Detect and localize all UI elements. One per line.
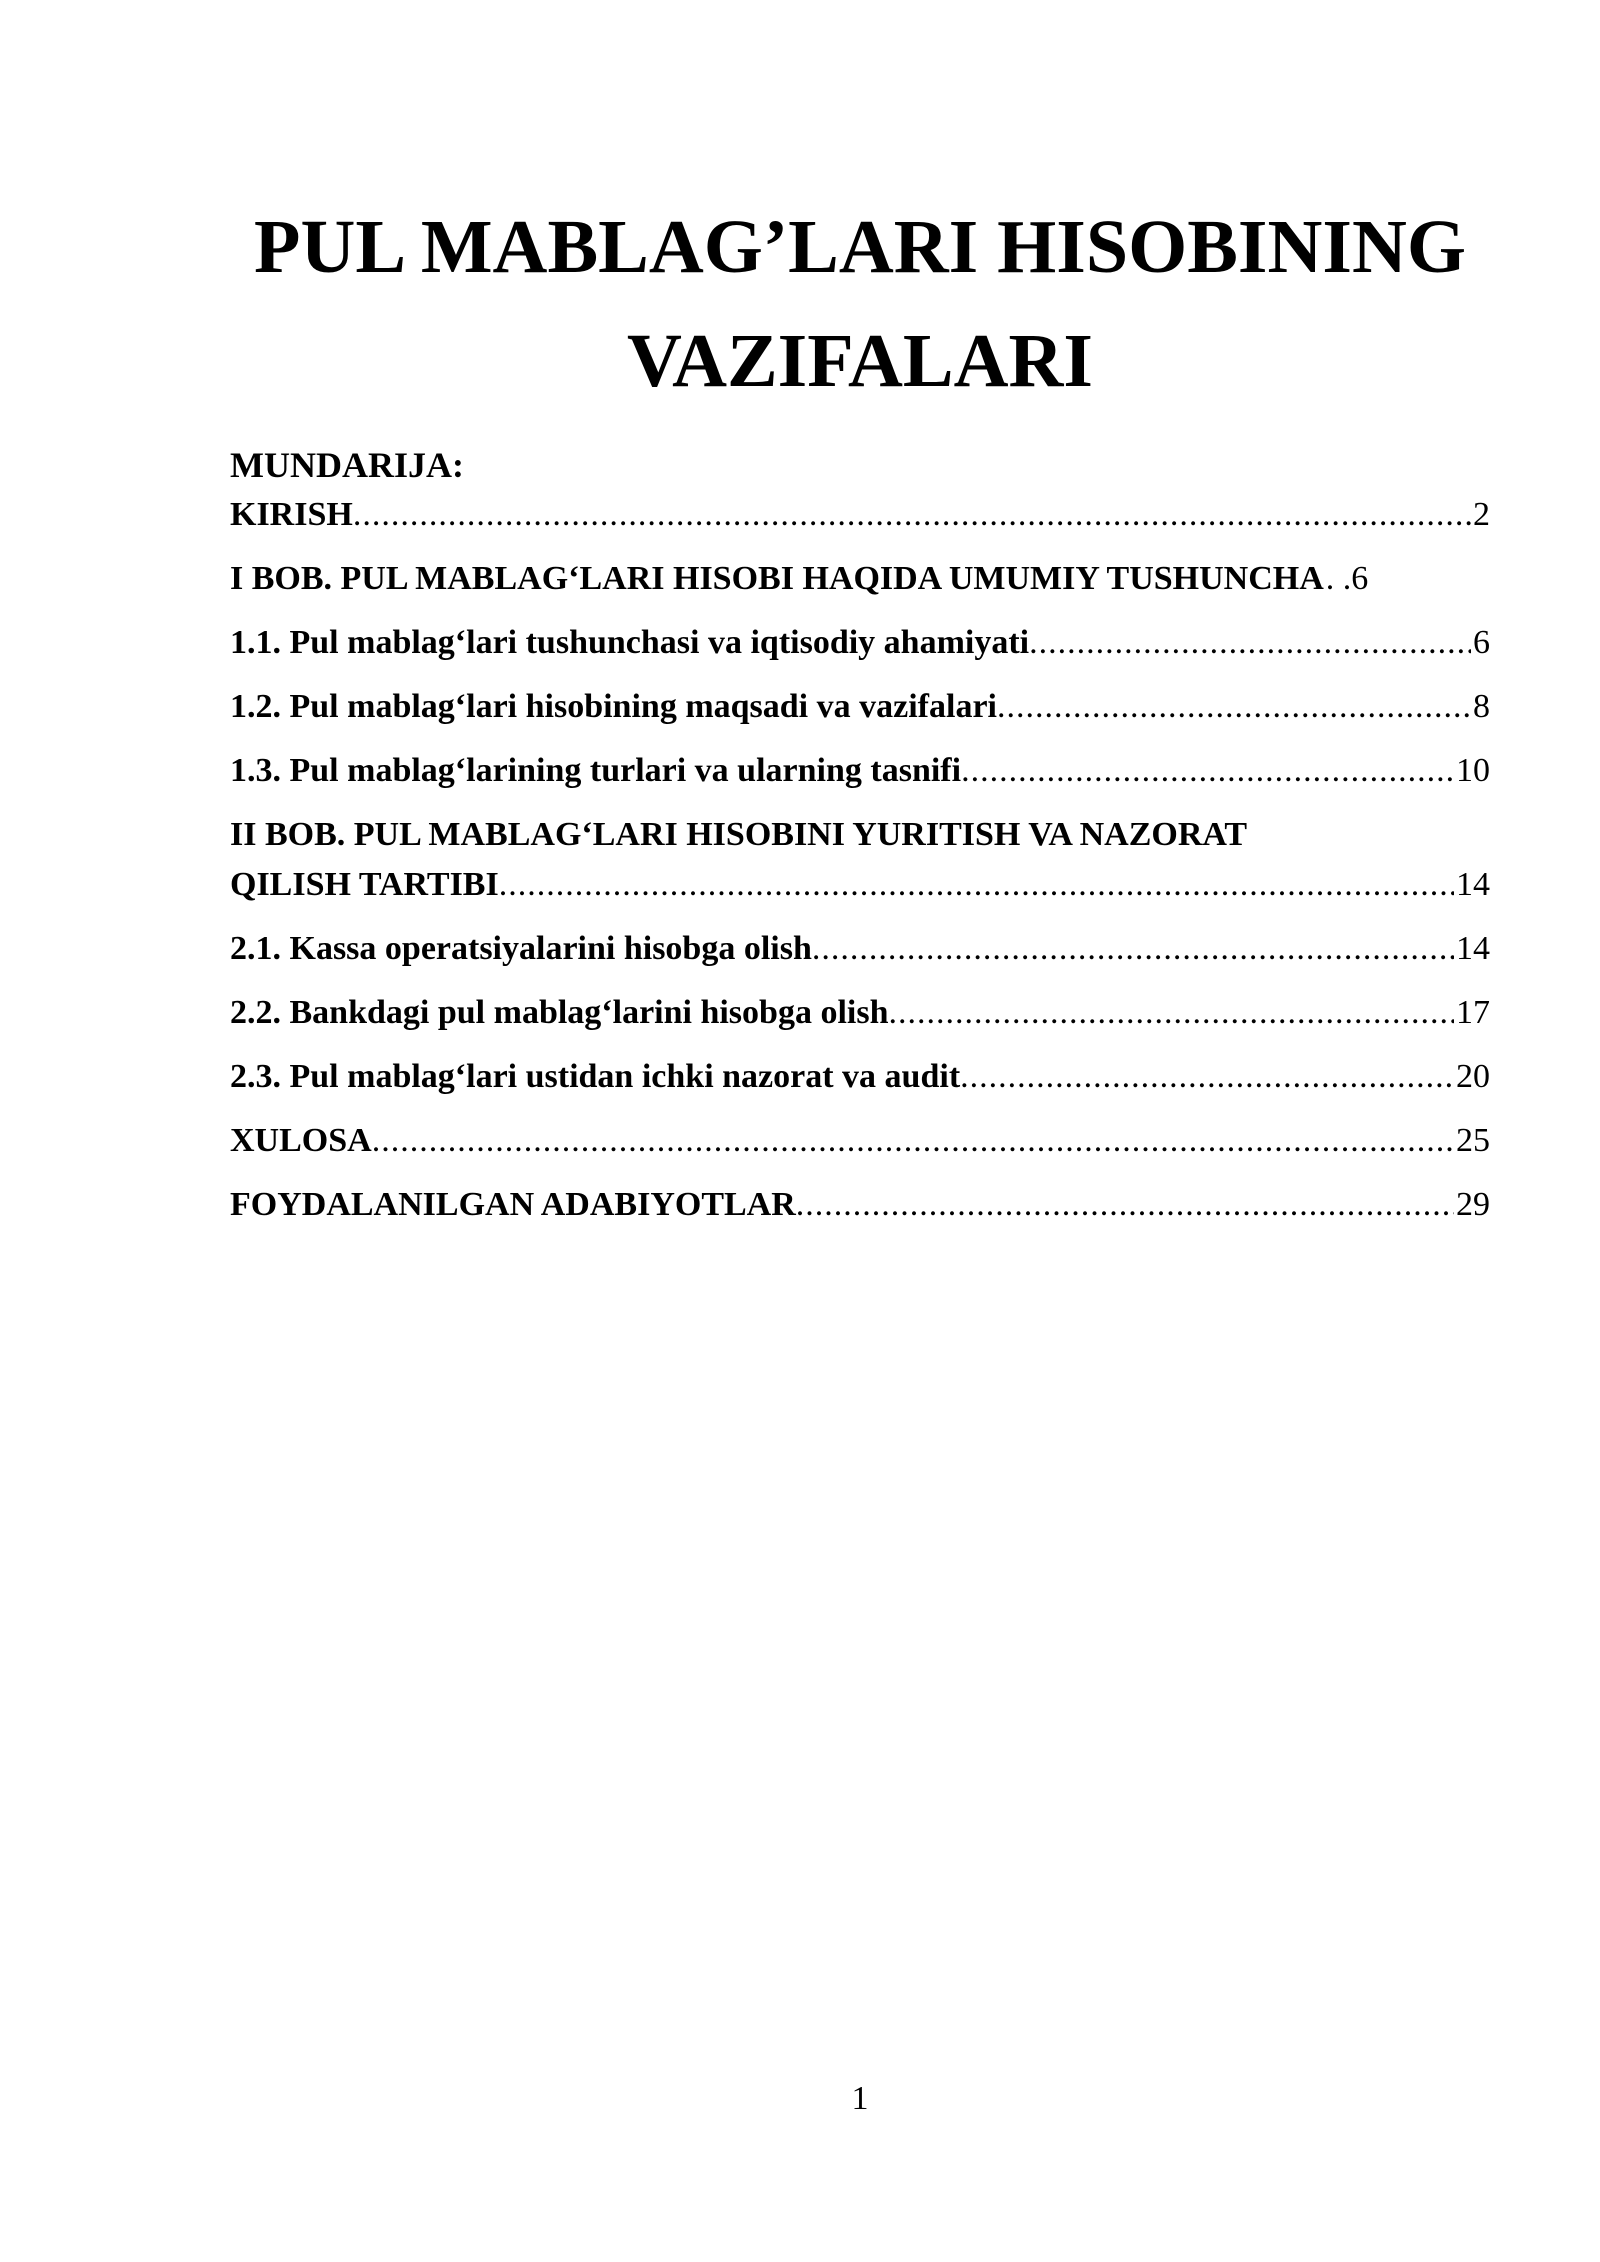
toc-leader-dots xyxy=(997,682,1471,732)
toc-leader-dots xyxy=(961,746,1454,796)
toc-entry-kirish[interactable] xyxy=(230,490,1490,540)
table-of-contents xyxy=(230,440,1490,1244)
toc-entry-page: . .6 xyxy=(1325,560,1369,597)
toc-entry-label: 1.3. Pul mablag‘larining turlari va ularning tasnifi xyxy=(230,752,962,789)
toc-entry-chapter-1[interactable] xyxy=(230,554,1490,604)
toc-entry-page: 17 xyxy=(1456,994,1490,1031)
toc-list xyxy=(230,490,1490,1230)
toc-entry-label: FOYDALANILGAN ADABIYOTLAR xyxy=(230,1186,796,1223)
toc-entry-label: 1.1. Pul mablag‘lari tushunchasi va iqtisodiy ahamiyati xyxy=(230,624,1030,661)
toc-entry-page: 29 xyxy=(1456,1186,1490,1223)
toc-entry-2-3[interactable] xyxy=(230,1052,1490,1102)
page-number: 1 xyxy=(851,2080,869,2117)
toc-leader-dots xyxy=(1029,618,1471,668)
toc-entry-label: XULOSA xyxy=(230,1122,372,1159)
toc-leader-dots xyxy=(888,988,1454,1038)
toc-entry-label: 2.1. Kassa operatsiyalarini hisobga olish xyxy=(230,930,812,967)
document-title: PUL MABLAG’LARI HISOBINING VAZIFALARI xyxy=(254,205,1466,403)
toc-entry-1-2[interactable] xyxy=(230,682,1490,732)
toc-entry-xulosa[interactable] xyxy=(230,1116,1490,1166)
toc-entry-page: 2 xyxy=(1473,496,1490,533)
toc-entry-page: 14 xyxy=(1456,930,1490,967)
toc-entry-page: 20 xyxy=(1456,1058,1490,1095)
toc-entry-1-1[interactable] xyxy=(230,618,1490,668)
toc-entry-adabiyotlar[interactable] xyxy=(230,1180,1490,1230)
toc-entry-label: 2.3. Pul mablag‘lari ustidan ichki nazorat va audit xyxy=(230,1058,961,1095)
toc-leader-dots xyxy=(796,1180,1454,1230)
toc-entry-label: 2.2. Bankdagi pul mablag‘larini hisobga olish xyxy=(230,994,889,1031)
toc-leader-dots xyxy=(812,924,1454,974)
toc-entry-label: I BOB. PUL MABLAG‘LARI HISOBI HAQIDA UMUMIY TUSHUNCHA xyxy=(230,560,1324,597)
toc-entry-label-line2: QILISH TARTIBI xyxy=(230,866,499,903)
toc-entry-1-3[interactable] xyxy=(230,746,1490,796)
toc-leader-dots xyxy=(960,1052,1454,1102)
toc-entry-page: 8 xyxy=(1473,688,1490,725)
toc-heading: MUNDARIJA: xyxy=(230,445,464,485)
toc-entry-page: 14 xyxy=(1456,866,1490,903)
toc-entry-label: 1.2. Pul mablag‘lari hisobining maqsadi va vazifalari xyxy=(230,688,997,725)
toc-entry-row xyxy=(230,860,1490,910)
toc-entry-2-2[interactable] xyxy=(230,988,1490,1038)
toc-entry-chapter-2[interactable] xyxy=(230,810,1490,910)
toc-entry-label-line1: II BOB. PUL MABLAG‘LARI HISOBINI YURITISH VA NAZORAT xyxy=(230,816,1248,853)
toc-entry-label: KIRISH xyxy=(230,496,353,533)
toc-entry-page: 10 xyxy=(1456,752,1490,789)
toc-leader-dots xyxy=(499,860,1454,910)
toc-entry-page: 25 xyxy=(1456,1122,1490,1159)
toc-entry-page: 6 xyxy=(1473,624,1490,661)
toc-leader-dots xyxy=(372,1116,1454,1166)
toc-leader-dots xyxy=(353,490,1471,540)
toc-entry-2-1[interactable] xyxy=(230,924,1490,974)
